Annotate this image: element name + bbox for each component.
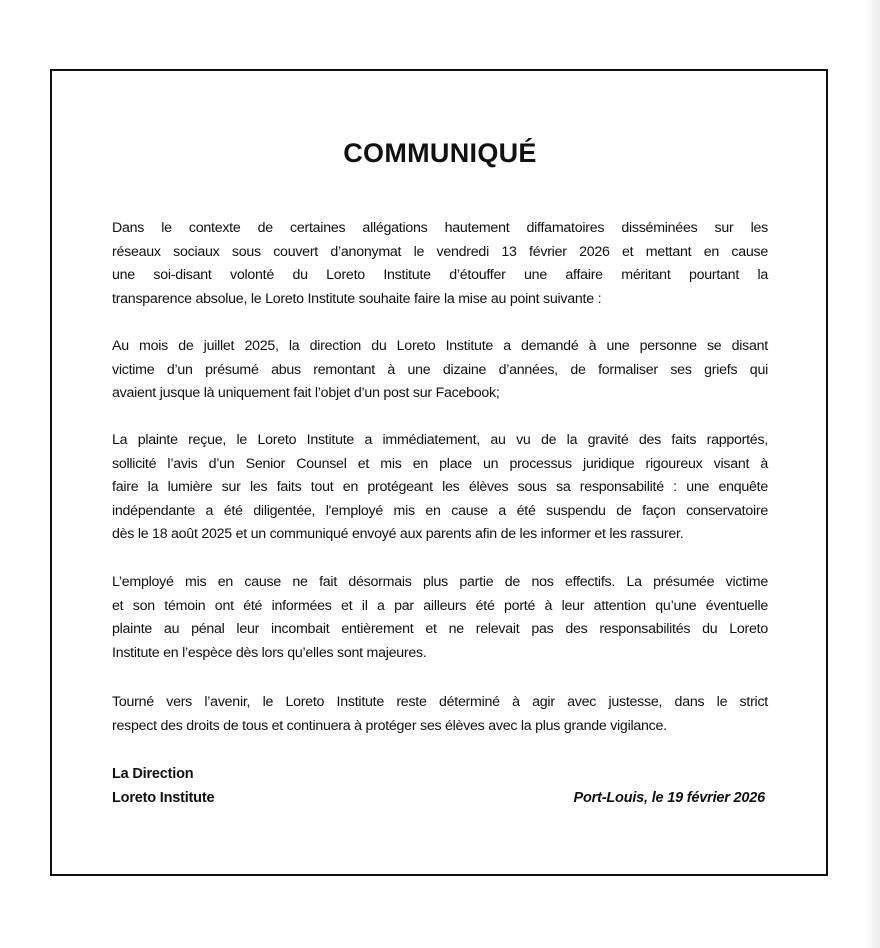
paragraph-line: réseaux sociaux sous couvert d’anonymat le vendredi 13 février 2026 et mettant en cause bbox=[112, 243, 768, 260]
place-date: Port-Louis, le 19 février 2026 bbox=[573, 790, 765, 806]
paragraph-5 bbox=[112, 691, 768, 738]
paragraph-line: une soi-disant volonté du Loreto Institute d’étouffer une affaire méritant pourtant la bbox=[112, 267, 768, 283]
paragraph-line: respect des droits de tous et continuera à protéger ses élèves avec la plus grande vigilance. bbox=[112, 717, 667, 734]
paragraph-1 bbox=[112, 217, 768, 311]
paragraph-line: victime d’un présumé abus remontant à une dizaine d’années, de formaliser ses griefs qui bbox=[112, 361, 768, 378]
paragraph-line: et son témoin ont été informées et il a par ailleurs été porté à leur attention qu’une éventuelle bbox=[112, 597, 768, 614]
paragraph-line: plainte au pénal leur incombait entièrement et ne relevait pas des responsabilités du Loreto bbox=[112, 621, 768, 637]
signature-block bbox=[112, 762, 214, 810]
paragraph-2 bbox=[112, 335, 768, 406]
paragraph-4 bbox=[112, 571, 768, 665]
paragraph-line: indépendante a été diligentée, l'employé mis en cause a été suspendu de façon conservatoire bbox=[112, 502, 768, 519]
paragraph-line: sollicité l’avis d’un Senior Counsel et mis en place un processus juridique rigoureux visant à bbox=[112, 455, 768, 472]
paragraph-line: dès le 18 août 2025 et un communiqué envoyé aux parents afin de les informer et les rassurer. bbox=[112, 526, 684, 542]
paragraph-line: Tourné vers l’avenir, le Loreto Institute reste déterminé à agir avec justesse, dans le strict bbox=[112, 694, 768, 710]
signature-line-2: Loreto Institute bbox=[112, 790, 215, 806]
paragraph-line: La plainte reçue, le Loreto Institute a immédiatement, au vu de la gravité des faits rapportés, bbox=[112, 432, 768, 448]
paragraph-line: Institute en l’espèce dès lors qu’elles sont majeures. bbox=[112, 644, 427, 661]
paragraph-line: Dans le contexte de certaines allégations hautement diffamatoires disséminées sur les bbox=[112, 220, 768, 236]
signature-line-1: La Direction bbox=[112, 766, 194, 782]
paragraph-line: L’employé mis en cause ne fait désormais plus partie de nos effectifs. La présumée victime bbox=[112, 574, 768, 590]
paragraph-line: Au mois de juillet 2025, la direction du Loreto Institute a demandé à une personne se disant bbox=[112, 338, 768, 354]
paragraph-line: transparence absolue, le Loreto Institute souhaite faire la mise au point suivante : bbox=[112, 290, 602, 307]
paragraph-3 bbox=[112, 429, 768, 547]
document-title: COMMUNIQUÉ bbox=[343, 138, 537, 168]
paragraph-line: faire la lumière sur les faits tout en protégeant les élèves sous sa responsabilité : une enquête bbox=[112, 479, 768, 495]
paragraph-line: avaient jusque là uniquement fait l’objet d’un post sur Facebook; bbox=[112, 385, 500, 401]
